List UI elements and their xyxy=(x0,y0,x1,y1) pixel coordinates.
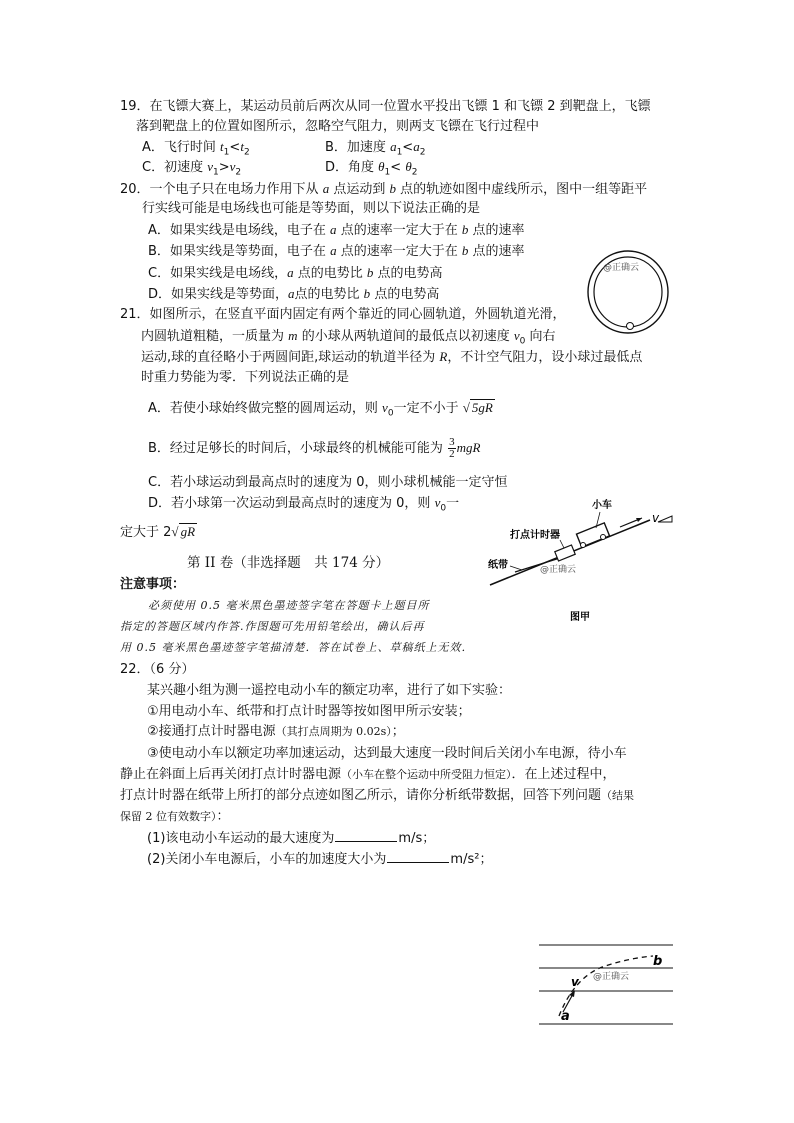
q19-line-1 xyxy=(120,98,651,116)
q20-option-d: D．如果实线是等势面，a点的电势比 b 点的电势高 xyxy=(148,286,440,302)
q20-option-c: C．如果实线是电场线，a 点的电势比 b 点的电势高 xyxy=(148,265,443,281)
q22-step-2: ②接通打点计时器电源（其打点周期为 0.02s）； xyxy=(147,724,405,739)
q21-stem-4: 时重力势能为零．下列说法正确的是 xyxy=(141,370,350,385)
section-2-title: 第 II 卷（非选择题 共 174 分） xyxy=(187,555,390,571)
incline-wedge xyxy=(658,516,672,522)
velocity-v-label: v xyxy=(571,975,579,989)
q21-option-b: B．经过足够长的时间后，小球最终的机械能可能为 $\frac{3}{2}$ mgR xyxy=(148,436,481,460)
concentric-tracks-figure xyxy=(585,248,671,336)
q19-option-d: D．角度 $\theta_1< \theta_2$ xyxy=(325,159,418,178)
q20-option-b: B．如果实线是等势面，电子在 a 点的速率一定大于在 b 点的速率 xyxy=(148,243,525,259)
cart-label: 小车 xyxy=(592,500,612,511)
timer-label: 打点计时器 xyxy=(510,530,560,541)
tape-label-leader xyxy=(510,566,522,570)
q22-number: 22． xyxy=(120,662,150,677)
q20-line-1: 20．一个电子只在电场力作用下从 a 点运动到 b 点的轨迹如图中虚线所示，图中一组等距平 xyxy=(120,181,648,197)
q22-step-3-line-2: 静止在斜面上后再关闭打点计时器电源（小车在整个运动中所受阻力恒定）．在上述过程中， xyxy=(120,767,616,782)
timer-label-leader xyxy=(560,540,564,548)
cart-v-label: v xyxy=(652,511,660,525)
answer-blank-1[interactable] xyxy=(335,829,397,842)
point-a-label: a xyxy=(561,1009,570,1024)
q21-line-1: 21．如图所示，在竖直平面内固定有两个靠近的同心圆轨道，外圆轨道光滑， xyxy=(120,307,566,322)
notice-line-1: 必须使用 0.5 毫米黑色墨迹签字笔在答题卡上题目所 xyxy=(148,599,430,612)
q19-option-b: B．加速度 $a_1<a_2$ xyxy=(325,139,426,158)
q22-sub-2: (2)关闭小车电源后，小车的加速度大小为 m/s²； xyxy=(147,852,493,867)
point-b-label: b xyxy=(653,954,663,969)
q21-line-3: 运动,球的直径略小于两圆间距,球运动的轨道半径为 R，不计空气阻力，设小球过最低点 xyxy=(141,349,643,365)
q19-option-c: C．初速度 $v_1>v_2$ xyxy=(142,159,242,178)
q22-intro: 某兴趣小组为测一遥控电动小车的额定功率，进行了如下实验： xyxy=(147,683,512,698)
ticker-timer xyxy=(555,545,575,561)
q22-step-1: ①用电动小车、纸带和打点计时器等按如图甲所示安装； xyxy=(147,704,471,719)
circle-watermark: @正确云 xyxy=(603,263,640,273)
q19-stem-1: 在飞镖大赛上，某运动员前后两次从同一位置水平投出飞镖 1 和飞镖 2 到靶盘上，飞镖 xyxy=(149,99,651,114)
notice-line-3: 用 0.5 毫米黑色墨迹签字笔描清楚．答在试卷上、草稿纸上无效． xyxy=(120,641,474,654)
tape-label: 纸带 xyxy=(488,560,508,571)
q21-option-c: C．若小球运动到最高点时的速度为 0，则小球机械能一定守恒 xyxy=(148,475,508,490)
q21-option-d-cont: 定大于 2√ gR xyxy=(120,524,196,540)
cart-wheel xyxy=(581,543,586,548)
cart-watermark: @正确云 xyxy=(540,565,577,575)
q21-line-2: 内圆轨道粗糙，一质量为 m 的小球从两轨道间的最低点以初速度 $v_0$ 向右 xyxy=(141,328,556,347)
answer-blank-2[interactable] xyxy=(387,850,449,863)
q19-option-a: A．飞行时间 $t_1<t_2$ xyxy=(142,139,250,158)
field-lines-figure xyxy=(535,938,677,1032)
ball xyxy=(627,323,634,330)
q22-step-3-line-3: 打点计时器在纸带上所打的部分点迹如图乙所示，请你分析纸带数据，回答下列问题（结果 xyxy=(120,788,635,803)
sqrt-5gR: √ 5gR xyxy=(462,400,493,415)
cart-wheel xyxy=(601,535,606,540)
field-watermark: @正确云 xyxy=(593,972,630,982)
q22-header: 22．（6 分） xyxy=(120,662,195,677)
q22-sub-1: (1)该电动小车运动的最大速度为 m/s； xyxy=(147,831,436,846)
q21-number: 21． xyxy=(120,307,150,322)
q21-option-d: D．若小球第一次运动到最高点时的速度为 0，则 $v_0$一 xyxy=(148,495,460,514)
cart-incline-figure xyxy=(480,490,690,625)
notice-line-2: 指定的答题区域内作答.作图题可先用铅笔绘出，确认后再 xyxy=(120,620,425,633)
q22-step-3-line-4: 保留 2 位有效数字）： xyxy=(120,809,230,824)
q19-number: 19． xyxy=(120,99,150,114)
q21-option-a: A．若使小球始终做完整的圆周运动，则 $v_0$一定不小于 √ 5gR xyxy=(148,400,493,419)
q20-stem-2: 行实线可能是电场线也可能是等势面，则以下说法正确的是 xyxy=(142,201,481,216)
notice-title: 注意事项： xyxy=(120,577,186,592)
q20-number: 20． xyxy=(120,182,150,197)
q20-option-a: A．如果实线是电场线，电子在 a 点的速率一定大于在 b 点的速率 xyxy=(148,222,525,238)
figure-caption-jia: 图甲 xyxy=(570,612,590,623)
q19-stem-2: 落到靶盘上的位置如图所示，忽略空气阻力，则两支飞镖在飞行过程中 xyxy=(136,119,540,134)
q22-step-3-line-1: ③使电动小车以额定功率加速运动，达到最大速度一段时间后关闭小车电源，待小车 xyxy=(147,746,627,761)
fraction-3-2: $\frac{3}{2}$ xyxy=(449,436,455,460)
